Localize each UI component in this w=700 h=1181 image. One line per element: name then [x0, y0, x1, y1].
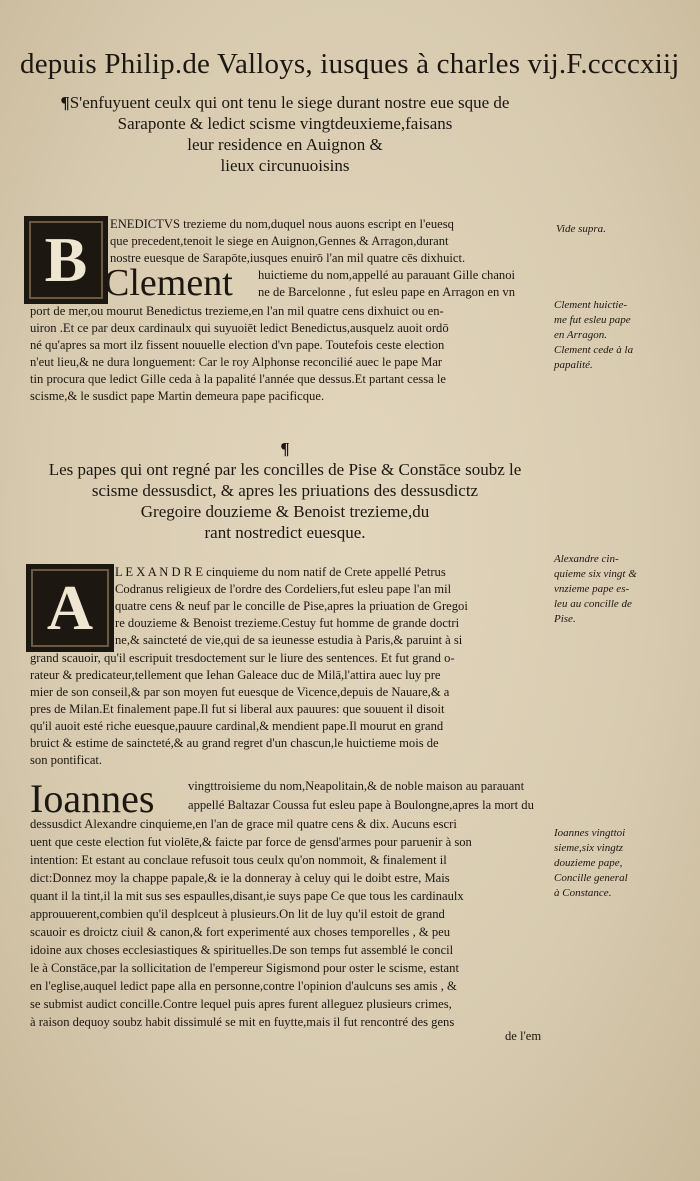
pilcrow-icon: ¶ [60, 93, 70, 112]
initial-a-woodcut: A [26, 564, 114, 652]
ioannes-line: approuuerent,combien qu'il desplceut à plusieurs.On lit de luy qu'il estoit de grand [30, 907, 445, 921]
benedictus-line: nostre euesque de Sarapōte,iusques enuirō l'an mil quatre cēs dixhuict. [110, 251, 466, 265]
alexandre-line: ne,& saincteté de vie,qui de sa ieunesse estudia à Paris,& paruint à si [115, 633, 463, 647]
ioannes-line: scauoir es droictz ciuil & canon,& fort experimenté aux choses temporelles , & peu [30, 925, 451, 939]
section1-title-line3: leur residence en Auignon & [187, 135, 383, 154]
ioannes-line: à raison dequoy soubz habit dissimulé se mit en fuytte,mais il fut rencontré des gens [30, 1015, 455, 1029]
ioannes-line: quant il la tint,il la mit sus ses espaulles,disant,ie suys pape Ce que tous les cardinaulx [30, 889, 464, 903]
initial-b-woodcut: B [24, 216, 108, 304]
alexandre-line: pres de Milan.Et finalement pape.Il fut si liberal aux pauures: que souuent il disoit [30, 702, 445, 716]
section1-title-line4: lieux circunuoisins [220, 156, 350, 175]
benedictus-line: port de mer,ou mourut Benedictus trezieme,en l'an mil quatre cens dixhuict ou en- [30, 304, 444, 318]
section1-title-line2: Saraponte & ledict scisme vingtdeuxieme,faisans [117, 114, 453, 133]
benedictus-line: scisme,& le susdict pape Martin demeura pape pacificque. [30, 389, 325, 403]
pilcrow-icon: ¶ [280, 439, 290, 458]
benedictus-line: n'eut lieu,& ne dura longuement: Car le roy Alphonse reconcilié auec le pape Mar [30, 355, 443, 369]
benedictus-line: né qu'apres sa mort ilz fissent nouuelle election d'vn pape. Toutefois ceste election [30, 338, 445, 352]
alexandre-line: son pontificat. [30, 753, 103, 767]
alexandre-line: L E X A N D R E cinquieme du nom natif de Crete appellé Petrus [115, 565, 446, 579]
ioannes-line: intention: Et estant au conclaue refusoit tous ceulx qu'on nommoit, & finalement il [30, 853, 447, 867]
benedictus-line: huictieme du nom,appellé au parauant Gille chanoi [258, 268, 516, 282]
alexandre-line: grand scauoir, qu'il escripuit tresdoctement sur le liure des sentences. Et fut grand o- [30, 651, 455, 665]
alexandre-line: Codranus religieux de l'ordre des Cordeliers,fut esleu pape l'an mil [115, 582, 452, 596]
alexandre-line: mier de son conseil,& par son moyen fut euesque de Vicence,depuis de Nauare,& a [30, 685, 450, 699]
ioannes-line: appellé Baltazar Coussa fut esleu pape à Boulongne,apres la mort du [188, 798, 534, 812]
ioannes-line: dict:Donnez moy la chappe papale,& ie la donneray à celuy qui le doibt estre, Mais [30, 871, 450, 885]
benedictus-line: uiron .Et ce par deux cardinaulx qui suyuoiēt ledict Benedictus,ausquelz auoit ordō [30, 321, 449, 335]
section2-title-line3: Gregoire douzieme & Benoist trezieme,du [140, 502, 430, 521]
ioannes-name: Ioannes [30, 776, 155, 821]
alexandre-line: quatre cens & neuf par le concille de Pise,apres la priuation de Gregoi [115, 599, 468, 613]
margin-note-alexandre: Alexandre cin- quieme six vingt & vnzieme pape es- leu au concille de Pise. [554, 553, 637, 625]
alexandre-line: rateur & predicateur,tellement que Iehan Galeace duc de Milā,l'attira auec luy pre [30, 668, 441, 682]
alexandre-line: qu'il auoit esté riche euesque,pauure cardinal,& mendient pape.Il mourut en grand [30, 719, 444, 733]
clement-name: Clement [104, 262, 233, 304]
ioannes-line: le à Constāce,par la sollicitation de l'empereur Sigismond pour oster le scisme, estant [30, 961, 459, 975]
benedictus-line: ne de Barcelonne , fut esleu pape en Arragon en vn [258, 285, 516, 299]
section2-title-line2: scisme dessusdict, & apres les priuations des dessusdictz [91, 481, 479, 500]
ioannes-line: uent que ceste election fut violēte,& faicte par force de gensd'armes pour paruenir à son [30, 835, 472, 849]
benedictus-line: que precedent,tenoit le siege en Auignon,Gennes & Arragon,durant [110, 234, 449, 248]
catchword: de l'em [505, 1029, 542, 1043]
section2-title [30, 438, 540, 543]
section2-title-line4: rant nostredict euesque. [204, 523, 366, 542]
benedictus-line: tin procura que ledict Gille ceda à la papalité l'année que dessus.Et partant cessa le [30, 372, 446, 386]
section1-title-line1: ¶S'enfuyuent ceulx qui ont tenu le siege durant nostre eue sque de [60, 93, 510, 112]
ioannes-line: en l'eglise,auquel ledict pape alla en personne,contre l'opinion d'aulcuns ses amis , & [30, 979, 457, 993]
benedictus-line: ENEDICTVS trezieme du nom,duquel nous auons escript en l'euesq [110, 217, 454, 231]
ioannes-line: dessusdict Alexandre cinquieme,en l'an de grace mil quatre cens & dix. Aucuns escri [30, 817, 457, 831]
ioannes-line: se submist audict concille.Contre lequel puis apres furent alleguez plusieurs crimes, [30, 997, 452, 1011]
ioannes-line: vingttroisieme du nom,Neapolitain,& de noble maison au parauant [188, 779, 525, 793]
alexandre-line: bruict & estime de saincteté,& au grand regret d'un chascun,le huictieme mois de [30, 736, 439, 750]
ioannes-line: idoine aux choses ecclesiastiques & spirituelles.De son temps fut assemblé le concil [30, 943, 454, 957]
margin-note-vide-supra: Vide supra. [556, 223, 606, 235]
running-header: depuis Philip.de Valloys, iusques à charles vij.F.ccccxiij [20, 48, 680, 80]
section2-title-line1: ¶ Les papes qui ont regné par les concilles de Pise & Constāce soubz le [30, 438, 540, 480]
alexandre-line: re douzieme & Benoist trezieme.Cestuy fut homme de grande doctri [115, 616, 460, 630]
section1-title [40, 92, 530, 176]
margin-note-ioannes: Ioannes vingttoi sieme,six vingtz douzieme pape, Concille general à Constance. [554, 827, 628, 899]
margin-note-clement: Clement huictie- me fut esleu pape en Arragon. Clement cede à la papalité. [554, 299, 634, 371]
